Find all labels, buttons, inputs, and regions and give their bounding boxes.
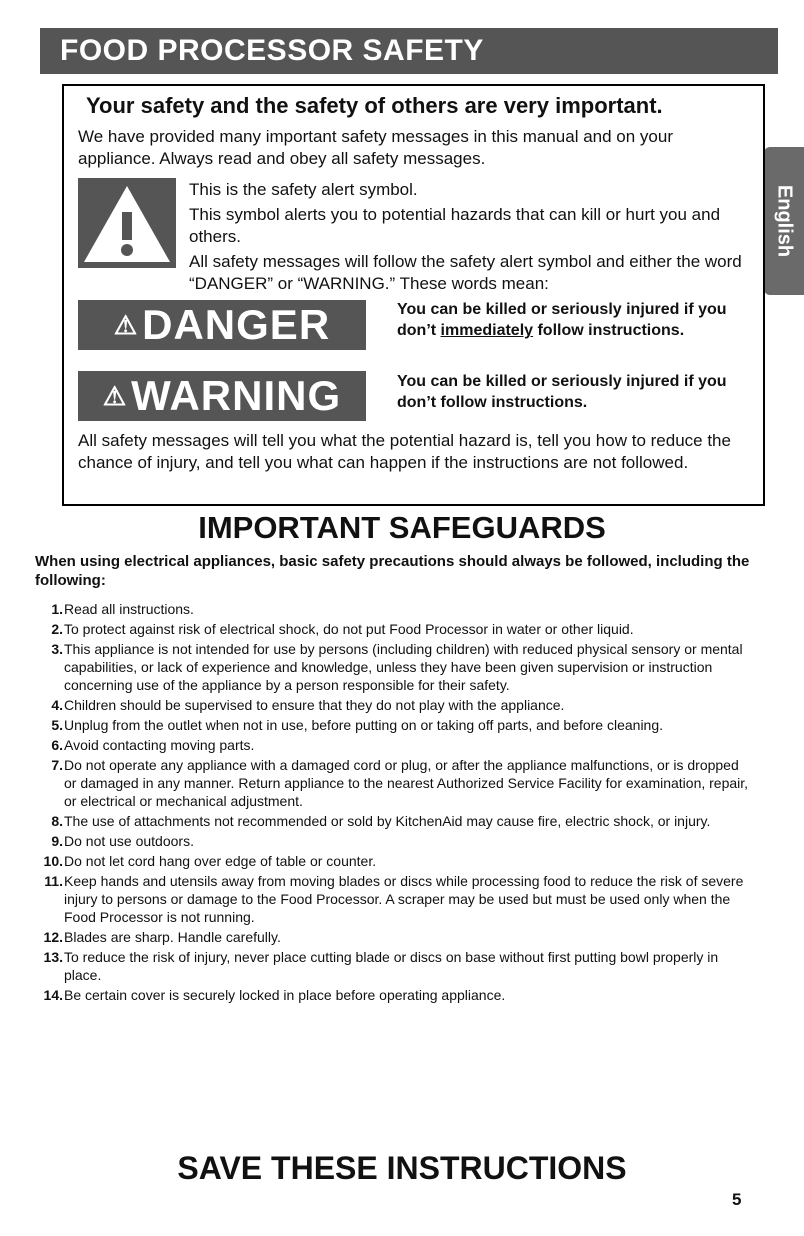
item-text: Read all instructions. bbox=[64, 601, 194, 617]
safeguards-list bbox=[35, 600, 755, 1006]
danger-text-emphasis: immediately bbox=[440, 322, 534, 339]
item-text: Do not let cord hang over edge of table or counter. bbox=[64, 853, 377, 869]
list-item bbox=[35, 852, 755, 870]
item-text: To protect against risk of electrical shock, do not put Food Processor in water or other liquid. bbox=[64, 621, 634, 637]
warning-label: WARNING bbox=[131, 372, 342, 419]
item-text: Children should be supervised to ensure that they do not play with the appliance. bbox=[64, 697, 565, 713]
safety-box-title: Your safety and the safety of others are very important. bbox=[86, 93, 663, 118]
item-text: Unplug from the outlet when not in use, before putting on or taking off parts, and before cleaning. bbox=[64, 717, 664, 733]
item-number: 1. bbox=[51, 601, 63, 617]
language-tab-label: English bbox=[773, 184, 796, 258]
alert-line: All safety messages will follow the safety alert symbol and either the word “DANGER” or “WARNING.” These words mean: bbox=[189, 252, 742, 293]
warning-signal-banner bbox=[78, 371, 366, 421]
item-number: 2. bbox=[51, 621, 63, 637]
item-text: Avoid contacting moving parts. bbox=[64, 737, 255, 753]
safety-box-intro: We have provided many important safety messages in this manual and on your appliance. Always read and obey all safety messages. bbox=[78, 127, 673, 168]
item-text: This appliance is not intended for use by persons (including children) with reduced physical sensory or mental capabilities, or lack of experience and knowledge, unless they have been given supervision or instruction concerning use of the appliance by a person responsible for their safety. bbox=[64, 641, 743, 693]
list-item bbox=[35, 640, 755, 694]
list-item bbox=[35, 832, 755, 850]
safety-alert-icon bbox=[78, 178, 176, 268]
danger-text-before: You can be killed or seriously injured if you don’t bbox=[397, 301, 727, 339]
danger-meaning bbox=[397, 299, 757, 341]
list-item bbox=[35, 872, 755, 926]
list-item bbox=[35, 716, 755, 734]
item-number: 5. bbox=[51, 717, 63, 733]
item-text: Do not use outdoors. bbox=[64, 833, 194, 849]
safeguards-heading: IMPORTANT SAFEGUARDS bbox=[198, 510, 606, 545]
save-instructions-heading: SAVE THESE INSTRUCTIONS bbox=[177, 1150, 627, 1186]
danger-label: DANGER bbox=[142, 301, 331, 348]
item-number: 7. bbox=[51, 757, 63, 773]
item-number: 3. bbox=[51, 641, 63, 657]
list-item bbox=[35, 600, 755, 618]
item-text: The use of attachments not recommended or sold by KitchenAid may cause fire, electric shock, or injury. bbox=[64, 813, 711, 829]
list-item bbox=[35, 696, 755, 714]
language-tab bbox=[764, 147, 804, 295]
item-text: To reduce the risk of injury, never place cutting blade or discs on base without first putting bowl properly in place. bbox=[64, 949, 719, 983]
list-item bbox=[35, 756, 755, 810]
item-number: 13. bbox=[43, 949, 63, 965]
list-item bbox=[35, 948, 755, 984]
item-number: 10. bbox=[43, 853, 63, 869]
danger-signal-banner bbox=[78, 300, 366, 350]
list-item bbox=[35, 620, 755, 638]
warning-triangle-icon: ⚠ bbox=[102, 380, 128, 411]
item-number: 9. bbox=[51, 833, 63, 849]
list-item bbox=[35, 736, 755, 754]
alert-line: This is the safety alert symbol. bbox=[189, 180, 418, 199]
item-number: 8. bbox=[51, 813, 63, 829]
list-item bbox=[35, 928, 755, 946]
alert-symbol-explanation bbox=[189, 179, 749, 298]
list-item bbox=[35, 812, 755, 830]
warning-triangle-icon: ⚠ bbox=[113, 309, 139, 340]
item-number: 12. bbox=[43, 929, 63, 945]
safety-box-outro: All safety messages will tell you what the potential hazard is, tell you how to reduce the chance of injury, and tell you what can happen if the instructions are not followed. bbox=[78, 431, 731, 472]
item-text: Be certain cover is securely locked in place before operating appliance. bbox=[64, 987, 506, 1003]
item-number: 14. bbox=[43, 987, 63, 1003]
section-header: FOOD PROCESSOR SAFETY bbox=[40, 28, 778, 74]
item-number: 6. bbox=[51, 737, 63, 753]
page-number: 5 bbox=[732, 1190, 742, 1209]
safeguards-lead: When using electrical appliances, basic safety precautions should always be followed, including the following: bbox=[35, 553, 750, 589]
list-item bbox=[35, 986, 755, 1004]
item-text: Keep hands and utensils away from moving blades or discs while processing food to reduce the risk of severe injury to persons or damage to the Food Processor. A scraper may be used but must be used only when the Food Processor is not running. bbox=[64, 873, 744, 925]
item-number: 4. bbox=[51, 697, 63, 713]
alert-line: This symbol alerts you to potential hazards that can kill or hurt you and others. bbox=[189, 205, 721, 246]
danger-text-after: follow instructions. bbox=[533, 322, 685, 339]
item-number: 11. bbox=[44, 873, 63, 889]
safety-message-box bbox=[62, 84, 765, 506]
warning-meaning: You can be killed or seriously injured if you don’t follow instructions. bbox=[397, 373, 727, 411]
item-text: Do not operate any appliance with a damaged cord or plug, or after the appliance malfunctions, or is dropped or damaged in any manner. Return appliance to the nearest Authorized Service Facility for examination, repair, or electrical or mechanical adjustment. bbox=[64, 757, 749, 809]
item-text: Blades are sharp. Handle carefully. bbox=[64, 929, 281, 945]
